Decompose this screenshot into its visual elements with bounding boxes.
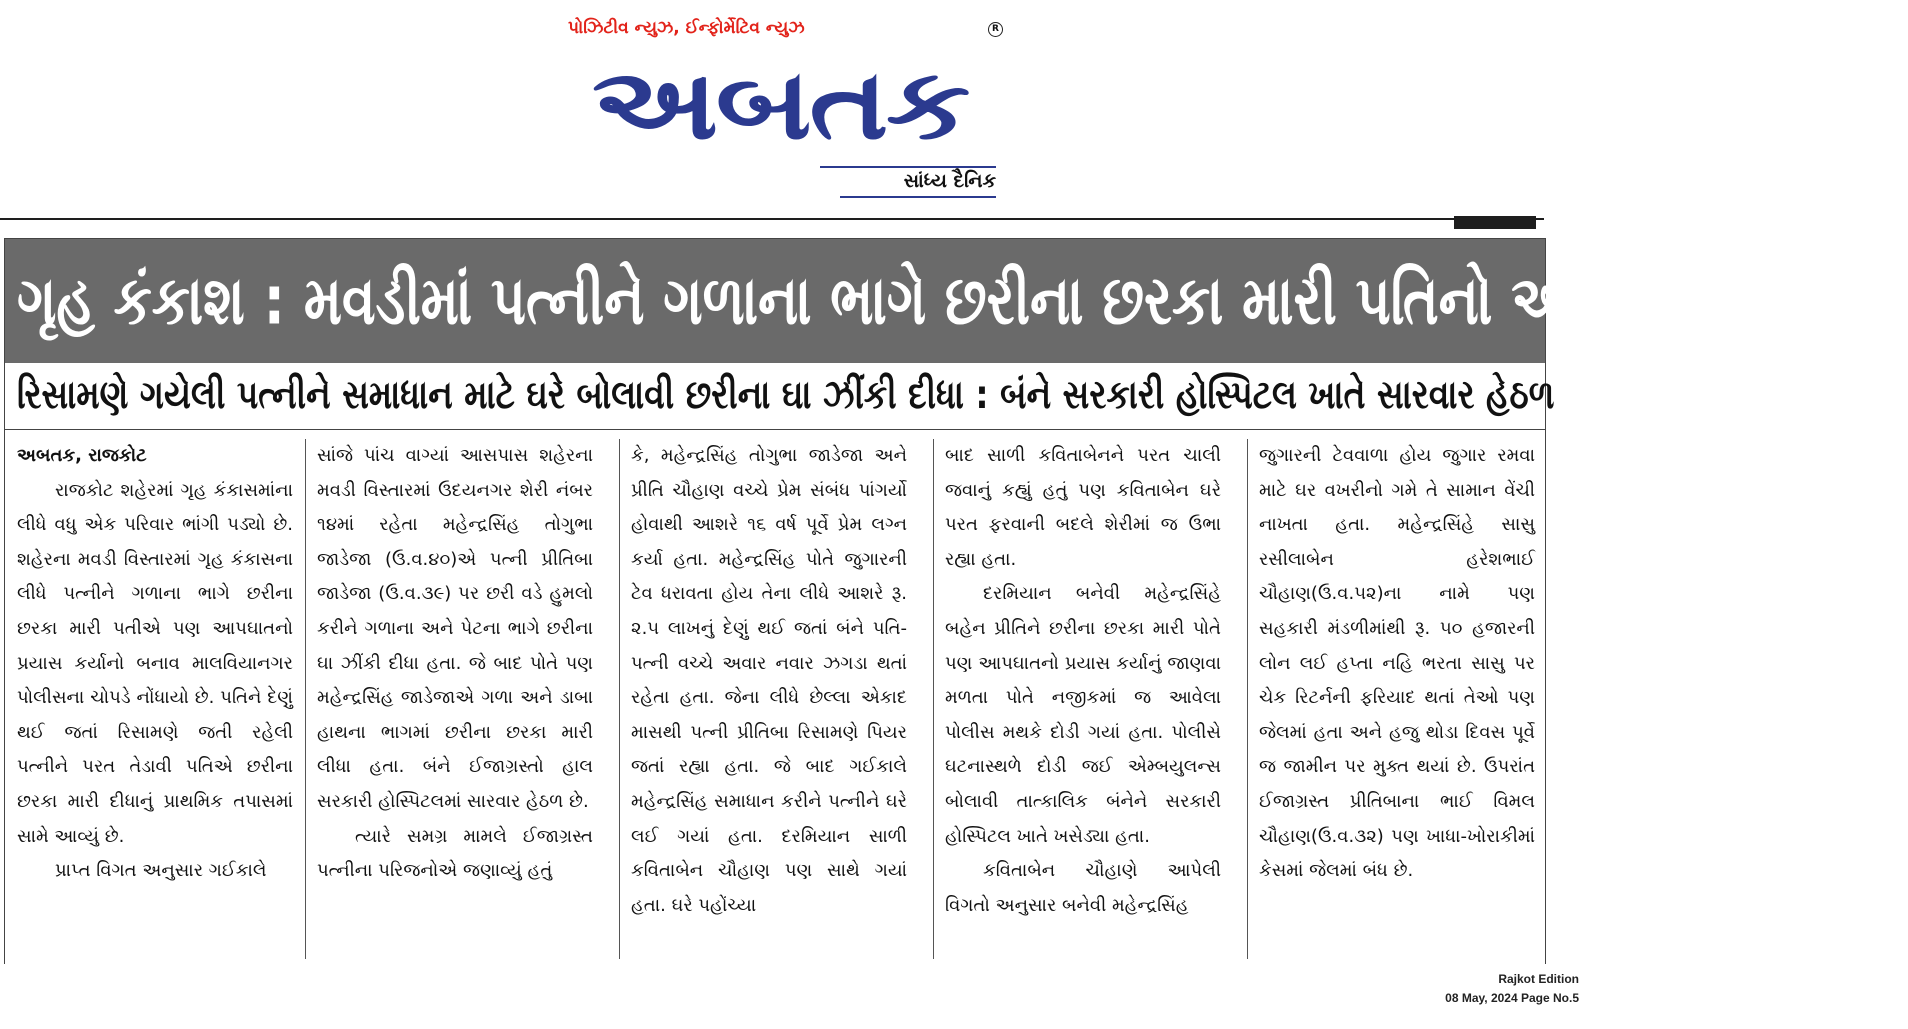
paragraph: દરમિયાન બનેવી મહેન્દ્રસિંહે બહેન પ્રીતિને છરીના છરકા મારી પોતે પણ આપઘાતનો પ્રયાસ કર્યાનું જાણવા મળતા પોતે નજીકમાં જ આવેલા પોલીસ મથકે દોડી ગયાં હતા. પોલીસે ઘટનાસ્થળે દોડી જઈ એમ્બયુલન્સ બોલાવી તાત્કાલિક બંનેને સરકારી હોસ્પિટલ ખાતે ખસેડ્યા હતા. [945,583,1221,847]
paragraph: જુગારની ટેવવાળા હોય જુગાર રમવા માટે ઘર વખરીનો ગમે તે સામાન વેંચી નાખતા હતા. મહેન્દ્રસિંહે સાસુ રસીલાબેન હરેશભાઈ ચૌહાણ(ઉ.વ.૫૨)ના નામે પણ સહકારી મંડળીમાંથી રૂ. ૫૦ હજારની લોન લઈ હપ્તા નહિ ભરતા સાસુ પર ચેક રિટર્નની ફરિયાદ થતાં તેઓ પણ જેલમાં હતા અને હજુ થોડા દિવસ પૂર્વે જ જામીન પર મુક્ત થયાં છે. ઉપરાંત ઈજાગ્રસ્ત પ્રીતિબાના ભાઈ વિમલ ચૌહાણ(ઉ.વ.૩૨) પણ ખાધા-ખોરાકીમાં કેસમાં જેલમાં બંધ છે. [1259,445,1535,882]
paragraph: કવિતાબેન ચૌહાણે આપેલી વિગતો અનુસાર બનેવી મહેન્દ્રસિંહ [945,860,1221,916]
page-footer [1445,970,1579,1008]
paragraph: ત્યારે સમગ્ર મામલે ઈજાગ્રસ્ત પત્નીના પરિજનોએ જણાવ્યું હતું [317,825,593,882]
column-divider [619,439,620,959]
column-divider [305,439,306,959]
article-subheadline: રિસામણે ગયેલી પત્નીને સમાધાન માટે ઘરે બોલાવી છરીના ઘા ઝીંકી દીધા : બંને સરકારી હોસ્પિટલ ખાતે સારવાર હેઠળ [17,371,1555,418]
article-dateline: અબતક, રાજકોટ [17,445,147,466]
subheadline-rule [5,429,1545,430]
paragraph: બાદ સાળી કવિતાબેનને પરત ચાલી જવાનું કહ્યું હતું પણ કવિતાબેન ઘરે પરત ફરવાની બદલે શેરીમાં જ ઉભા રહ્યા હતા. [945,445,1221,570]
edition-label: Rajkot Edition [1498,972,1579,986]
newspaper-logo: અબતક [591,48,969,162]
edition-type: સાંધ્ય દૈનિક [903,170,996,192]
date-page-label: 08 May, 2024 Page No.5 [1445,991,1579,1005]
registered-mark-icon: R [988,22,1003,37]
paragraph: કે, મહેન્દ્રસિંહ તોગુભા જાડેજા અને પ્રીતિ ચૌહાણ વચ્ચે પ્રેમ સંબંધ પાંગર્યો હોવાથી આશરે ૧૬ વર્ષ પૂર્વે પ્રેમ લગ્ન કર્યા હતા. મહેન્દ્રસિંહ પોતે જુગારની ટેવ ધરાવતા હોય તેના લીધે આશરે રૂ. ૨.૫ લાખનું દેણું થઈ જતાં બંને પતિ-પત્ની વચ્ચે અવાર નવાર ઝગડા થતાં રહેતા હતા. જેના લીધે છેલ્લા એકાદ માસથી પત્ની પ્રીતિબા રિસામણે પિયર જતાં રહ્યા હતા. જે બાદ ગઈકાલે મહેન્દ્રસિંહ સમાધાન કરીને પત્નીને ઘરે લઈ ગયાં હતા. દરમિયાન સાળી કવિતાબેન ચૌહાણ પણ સાથે ગયાં હતા. ઘરે પહોંચ્યા [631,445,907,916]
news-article [4,238,1908,964]
article-column-1 [17,439,293,959]
paragraph: પ્રાપ્ત વિગત અનુસાર ગઈકાલે [55,860,267,882]
paragraph: સાંજે પાંચ વાગ્યાં આસપાસ શહેરના મવડી વિસ્તારમાં ઉદયનગર શેરી નંબર ૧૪માં રહેતા મહેન્દ્રસિંહ તોગુભા જાડેજા (ઉ.વ.૪૦)એ પત્ની પ્રીતિબા જાડેજા (ઉ.વ.૩૯) પર છરી વડે હુમલો કરીને ગળાના અને પેટના ભાગે છરીના ઘા ઝીંકી દીધા હતા. જે બાદ પોતે પણ મહેન્દ્રસિંહ જાડેજાએ ગળા અને ડાબા હાથના ભાગમાં છરીના છરકા મારી લીધા હતા. બંને ઈજાગ્રસ્તો હાલ સરકારી હોસ્પિટલમાં સારવાર હેઠળ છે. [317,445,593,812]
article-column-3 [631,439,907,959]
logo-rule [820,166,996,168]
masthead [560,14,1010,204]
page-corner-tab [1454,216,1536,229]
paragraph: રાજકોટ શહેરમાં ગૃહ કંકાસમાંના લીધે વધુ એક પરિવાર ભાંગી પડ્યો છે. શહેરના મવડી વિસ્તારમાં ગૃહ કંકાસના લીધે પત્નીને ગળાના ભાગે છરીના છરકા મારી પતીએ પણ આપઘાતનો પ્રયાસ કર્યાનો બનાવ માલવિયાનગર પોલીસના ચોપડે નોંધાયો છે. પતિને દેણું થઈ જતાં રિસામણે જતી રહેલી પત્નીને પરત તેડાવી પતિએ છરીના છરકા મારી દીધાનું પ્રાથમિક તપાસમાં સામે આવ્યું છે. [17,479,293,847]
page-top-rule [0,218,1544,220]
headline-bar [5,239,1908,363]
article-column-4 [945,439,1221,959]
column-divider [1247,439,1248,959]
column-divider [933,439,934,959]
tagline: પોઝિટીવ ન્યુઝ, ઈન્ફોર્મેટિવ ન્યુઝ [568,18,805,38]
edition-underline [840,196,996,198]
article-column-2 [317,439,593,959]
article-column-5 [1259,439,1535,959]
article-headline: ગૃહ કંકાશ : મવડીમાં પત્નીને ગળાના ભાગે છરીના છરકા મારી પતિનો આપઘાતનો પ્રયાસ [17,261,1908,340]
